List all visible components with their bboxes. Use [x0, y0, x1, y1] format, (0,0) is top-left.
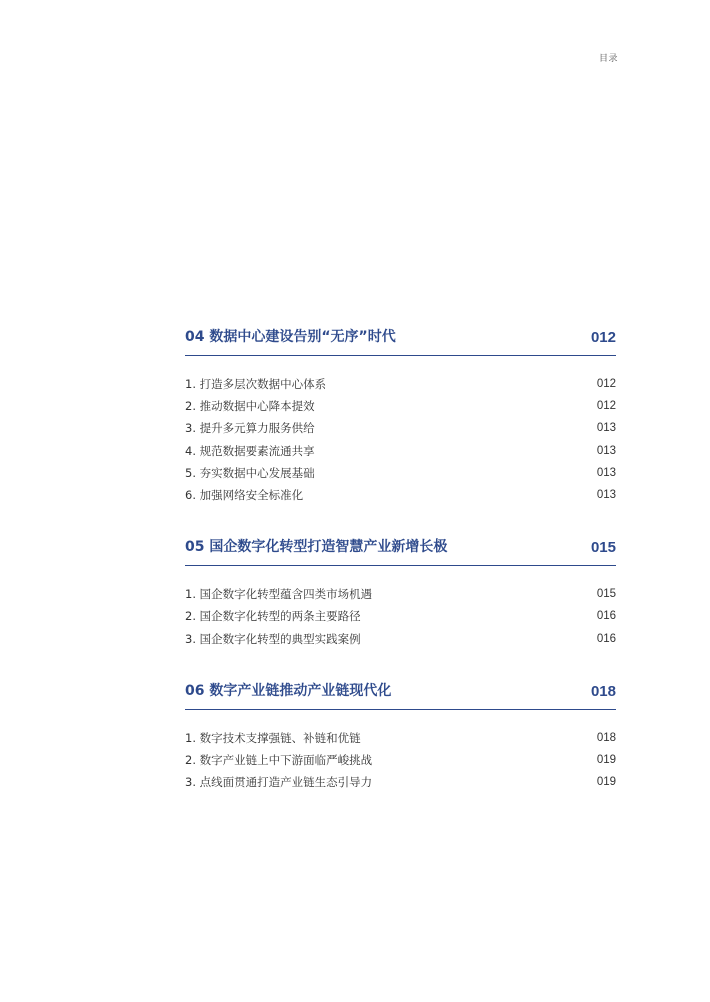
toc-item[interactable]	[185, 395, 616, 417]
toc-item-page: 016	[596, 632, 616, 645]
toc-item-page: 012	[596, 378, 616, 391]
toc-item-label: 4. 规范数据要素流通共享	[185, 443, 315, 458]
toc-item[interactable]	[185, 749, 616, 771]
toc-item-label: 1. 国企数字化转型蕴含四类市场机遇	[185, 587, 373, 602]
section-page-number: 012	[590, 329, 616, 346]
toc-item-page: 019	[596, 753, 616, 766]
toc-item-label: 2. 推动数据中心降本提效	[185, 399, 315, 414]
toc-item[interactable]	[185, 727, 616, 749]
toc-item[interactable]	[185, 605, 616, 627]
toc-section-06	[185, 680, 616, 794]
toc-item[interactable]	[185, 373, 616, 395]
toc-item-page: 015	[596, 588, 616, 601]
table-of-contents	[185, 326, 616, 823]
section-items	[185, 727, 616, 794]
section-heading[interactable]	[185, 536, 616, 566]
toc-item-label: 2. 国企数字化转型的两条主要路径	[185, 609, 361, 624]
section-items	[185, 583, 616, 650]
toc-item[interactable]	[185, 484, 616, 506]
toc-item[interactable]	[185, 462, 616, 484]
toc-item-page: 012	[596, 400, 616, 413]
toc-item[interactable]	[185, 628, 616, 650]
section-title: 06 数字产业链推动产业链现代化	[185, 682, 392, 699]
toc-item-page: 019	[596, 776, 616, 789]
toc-item-label: 5. 夯实数据中心发展基础	[185, 465, 315, 480]
toc-item-page: 013	[596, 466, 616, 479]
header-label: 目录	[598, 54, 618, 64]
section-items	[185, 373, 616, 506]
toc-item-label: 2. 数字产业链上中下游面临严峻挑战	[185, 752, 373, 767]
toc-item[interactable]	[185, 440, 616, 462]
toc-item-page: 013	[596, 444, 616, 457]
section-heading[interactable]	[185, 326, 616, 356]
section-heading[interactable]	[185, 680, 616, 710]
toc-item[interactable]	[185, 417, 616, 439]
toc-item-label: 3. 国企数字化转型的典型实践案例	[185, 631, 361, 646]
toc-item-page: 013	[596, 489, 616, 502]
toc-item-label: 6. 加强网络安全标准化	[185, 488, 304, 503]
section-page-number: 018	[590, 682, 616, 700]
toc-item-label: 1. 打造多层次数据中心体系	[185, 377, 327, 392]
toc-item-page: 013	[596, 422, 616, 435]
toc-section-05	[185, 536, 616, 650]
toc-item[interactable]	[185, 583, 616, 605]
toc-section-04	[185, 326, 616, 506]
toc-item[interactable]	[185, 771, 616, 793]
toc-item-label: 3. 点线面贯通打造产业链生态引导力	[185, 775, 373, 790]
toc-item-page: 018	[596, 731, 616, 744]
toc-item-label: 1. 数字技术支撑强链、补链和优链	[185, 730, 361, 745]
toc-item-page: 016	[596, 610, 616, 623]
section-title: 04 数据中心建设告别“无序”时代	[185, 329, 396, 345]
section-title: 05 国企数字化转型打造智慧产业新增长极	[185, 539, 448, 556]
toc-item-label: 3. 提升多元算力服务供给	[185, 421, 315, 436]
section-page-number: 015	[590, 539, 616, 557]
